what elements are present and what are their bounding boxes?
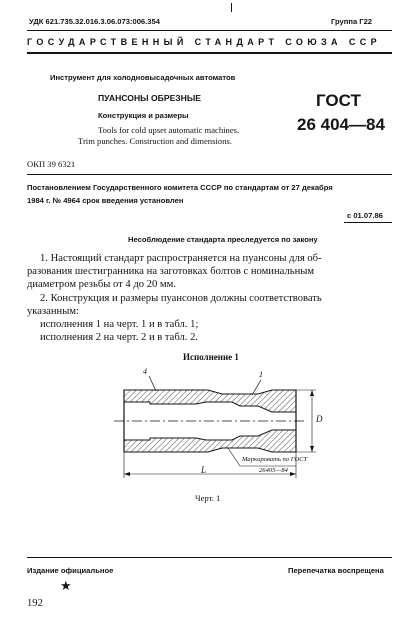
legal-warning: Несоблюдение стандарта преследуется по закону <box>128 235 318 244</box>
figure-heading: Исполнение 1 <box>183 352 239 362</box>
group-code: Группа Г22 <box>331 17 373 26</box>
standard-banner: ГОСУДАРСТВЕННЫЙ СТАНДАРТ СОЮЗА ССР <box>27 37 382 47</box>
gost-number: 26 404—84 <box>297 115 385 134</box>
decree-line2: 1984 г. № 4964 срок введения установлен <box>27 196 184 205</box>
marking-note-line2: 26405—84 <box>259 467 288 474</box>
english-title-line2: Trim punches. Construction and dimensions. <box>78 136 232 146</box>
product-category: Инструмент для холодновысадочных автоматов <box>50 73 236 82</box>
list-item-1: исполнения 1 на черт. 1 и в табл. 1; <box>40 319 199 330</box>
dimension-d-label: D <box>316 414 323 424</box>
gost-label: ГОСТ <box>316 91 361 110</box>
callout-1: 1 <box>259 370 263 379</box>
decree-line1: Постановлением Государственного комитета СССР по стандартам от 27 декабря <box>27 183 333 192</box>
star-icon: ★ <box>60 578 72 593</box>
paragraph-2-line1: 2. Конструкция и размеры пуансонов должны соответствовать <box>40 293 322 304</box>
okp-code: ОКП 39 6321 <box>27 159 76 169</box>
paragraph-1-line2: разования шестигранника на заготовках болтов с номинальным <box>27 266 315 277</box>
paragraph-1-line3: диаметром резьбы от 4 до 20 мм. <box>27 279 176 290</box>
marking-note-line1: Маркировать по ГОСТ <box>242 456 308 463</box>
edition-label: Издание официальное <box>27 566 114 575</box>
footer-rule <box>27 557 392 558</box>
list-item-2: исполнения 2 на черт. 2 и в табл. 2. <box>40 332 199 343</box>
paragraph-2-line2: указанным: <box>27 306 79 317</box>
callout-4: 4 <box>143 367 147 376</box>
effective-date: с 01.07.86 <box>347 211 383 220</box>
udk-code: УДК 621.735.32.016.3.06.073:006.354 <box>29 17 160 26</box>
product-name: ПУАНСОНЫ ОБРЕЗНЫЕ <box>98 93 202 103</box>
page-number: 192 <box>27 598 43 609</box>
dimension-l-label: L <box>201 465 207 475</box>
product-subtitle: Конструкция и размеры <box>98 111 189 120</box>
reprint-notice: Перепечатка воспрещена <box>288 566 384 575</box>
english-title-line1: Tools for cold upset automatic machines. <box>98 125 240 135</box>
figure-caption: Черт. 1 <box>195 493 221 503</box>
paragraph-1-line1: 1. Настоящий стандарт распространяется на пуансоны для об- <box>40 253 322 264</box>
